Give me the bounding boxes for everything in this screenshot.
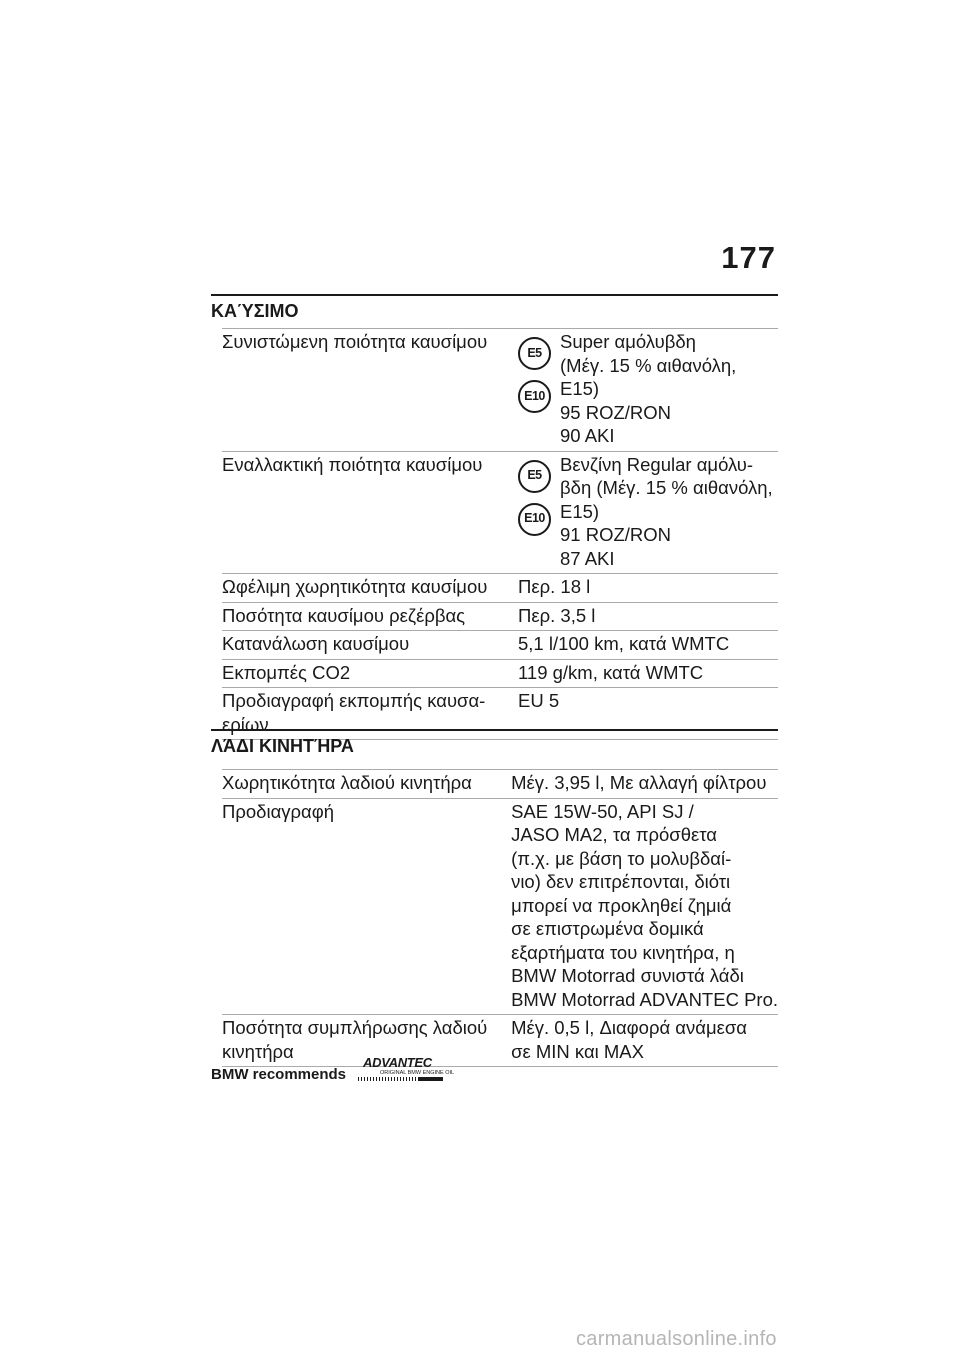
spec-value-line: Μέγ. 0,5 l, Διαφορά ανάμεσα [511,1017,747,1038]
spec-value-line: E15) [560,500,600,522]
e5-fuel-badge-icon: E5 [518,460,551,493]
advantec-logo-tagline: ORIGINAL BMW ENGINE OIL [380,1070,455,1076]
spec-label: Συνιστώμενη ποιότητα καυσίμου [222,329,518,452]
table-row [222,329,778,452]
spec-value-line: Βενζίνη Regular αμόλυ- [560,453,754,475]
advantec-logo-icon [358,1055,458,1083]
advantec-logo-wordmark: ADVANTEC [363,1055,432,1070]
spec-label: Εκπομπές CO2 [222,659,518,688]
fuel-section-title: ΚΑΎΣΙΜΟ [211,301,299,321]
spec-value: EU 5 [518,688,778,740]
spec-value: Μέγ. 3,95 l, Με αλλαγή φίλτρου [511,770,778,799]
spec-value-line: σε επιστρωμένα δομικά [511,918,704,939]
table-row [222,770,778,799]
table-row [222,631,778,660]
table-row [222,451,778,574]
spec-value: Περ. 3,5 l [518,602,778,631]
spec-value-line: BMW Motorrad συνιστά λάδι [511,965,744,986]
spec-value-line: (π.χ. με βάση το μολυβδαί- [511,847,732,869]
engine-oil-section [211,729,778,1067]
spec-label-line: Προδιαγραφή εκπομπής καυσα- [222,690,486,711]
spec-value-line: JASO MA2, τα πρόσθετα [511,824,717,845]
watermark: carmanualsonline.info [576,1328,777,1350]
spec-value-line: E15) [560,378,600,399]
spec-value [511,1015,778,1067]
fuel-spec-table [222,328,778,740]
spec-label: Εναλλακτική ποιότητα καυσίμου [222,451,518,574]
spec-value [518,451,778,574]
spec-value-line: SAE 15W-50, API SJ / [511,800,694,822]
table-row [222,798,778,1015]
spec-value [518,329,778,452]
advantec-logo-stripes [358,1077,418,1081]
spec-value: Περ. 18 l [518,574,778,603]
oil-spec-table [222,769,778,1067]
spec-value-line: 91 ROZ/RON [560,524,672,545]
e5-fuel-badge-icon: E5 [518,337,551,370]
spec-value-line: 95 ROZ/RON [560,401,672,423]
spec-value-line: Super αμόλυβδη [560,331,696,352]
spec-value-line: νιο) δεν επιτρέπονται, διότι [511,871,731,892]
fuel-section [211,294,778,740]
page-number: 177 [721,240,776,275]
bmw-recommends-footer [211,1055,458,1083]
oil-section-title: ΛΆΔΙ ΚΙΝΗΤΉΡΑ [211,736,354,756]
spec-value-line: BMW Motorrad ADVANTEC Pro. [511,988,778,1010]
spec-value-line: (Μέγ. 15 % αιθανόλη, [560,354,737,376]
table-row [222,574,778,603]
spec-value [511,798,778,1015]
e10-fuel-badge-icon: E10 [518,503,551,536]
spec-value-line: εξαρτήματα του κινητήρα, η [511,941,735,963]
spec-value-line: 87 AKI [560,547,615,569]
spec-label-line: ερίων [222,713,269,735]
spec-label: Ωφέλιμη χωρητικότητα καυσίμου [222,574,518,603]
spec-label: Ποσότητα καυσίμου ρεζέρβας [222,602,518,631]
spec-value-line: βδη (Μέγ. 15 % αιθανόλη, [560,477,773,498]
spec-value-line: σε MIN και MAX [511,1040,644,1062]
e10-fuel-badge-icon: E10 [518,380,551,413]
spec-label: Κατανάλωση καυσίμου [222,631,518,660]
spec-label: Χωρητικότητα λαδιού κινητήρα [222,770,511,799]
table-row [222,602,778,631]
table-row [222,659,778,688]
spec-label: Προδιαγραφή [222,798,511,1015]
spec-label-line: κινητήρα [222,1040,294,1062]
spec-value-line: 90 AKI [560,425,615,446]
spec-label-line: Ποσότητα συμπλήρωσης λαδιού [222,1017,488,1038]
spec-value-line: μπορεί να προκληθεί ζημιά [511,894,732,916]
advantec-logo-bar [418,1077,443,1081]
bmw-recommends-text: BMW recommends [211,1066,347,1083]
spec-value: 119 g/km, κατά WMTC [518,659,778,688]
spec-value: 5,1 l/100 km, κατά WMTC [518,631,778,660]
